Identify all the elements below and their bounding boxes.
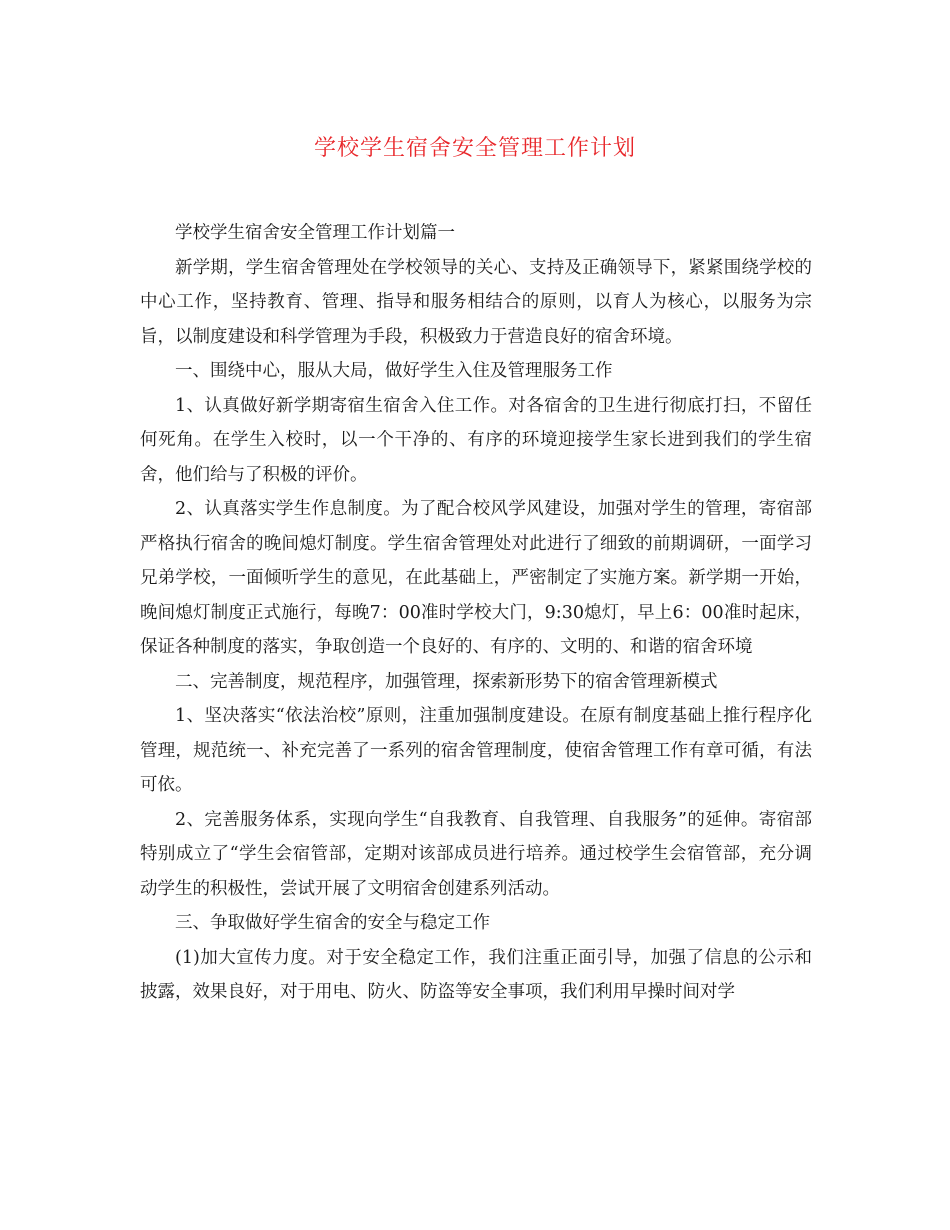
section-heading: 三、争取做好学生宿舍的安全与稳定工作 [175,913,490,933]
section-heading: 一、围绕中心，服从大局，做好学生入住及管理服务工作 [175,361,613,381]
body-paragraph: 2、完善服务体系，实现向学生“自我教育、自我管理、自我服务”的延伸。寄宿部特别成立了“学生会宿管部，定期对该部成员进行培养。通过校学生会宿管部，充分调动学生的积极性，尝试开展了文明宿舍创建系列活动。 [140,809,812,899]
document-title: 学校学生宿舍安全管理工作计划 [313,136,636,161]
body-paragraph: 1、认真做好新学期寄宿生宿舍入住工作。对各宿舍的卫生进行彻底打扫，不留任何死角。在学生入校时，以一个干净的、有序的环境迎接学生家长进到我们的学生宿舍，他们给与了积极的评价。 [140,395,812,485]
section-heading: 学校学生宿舍安全管理工作计划篇一 [175,223,455,243]
body-paragraph: 新学期，学生宿舍管理处在学校领导的关心、支持及正确领导下，紧紧围绕学校的中心工作，坚持教育、管理、指导和服务相结合的原则，以育人为核心，以服务为宗旨，以制度建设和科学管理为手段，积极致力于营造良好的宿舍环境。 [140,257,812,347]
section-heading: 二、完善制度，规范程序，加强管理，探索新形势下的宿舍管理新模式 [175,671,718,692]
body-paragraph: 2、认真落实学生作息制度。为了配合校风学风建设，加强对学生的管理，寄宿部严格执行宿舍的晚间熄灯制度。学生宿舍管理处对此进行了细致的前期调研，一面学习兄弟学校，一面倾听学生的意见，在此基础上，严密制定了实施方案。新学期一开始，晚间熄灯制度正式施行，每晚7：00准时学校大门，9:30熄灯，早上6：00准时起床，保证各种制度的落实，争取创造一个良好的、有序的、文明的、和谐的宿舍环境 [140,499,812,657]
body-paragraph: 1、坚决落实“依法治校”原则，注重加强制度建设。在原有制度基础上推行程序化管理，规范统一、补充完善了一系列的宿舍管理制度，使宿舍管理工作有章可循，有法可依。 [140,706,812,795]
body-paragraph: (1)加大宣传力度。对于安全稳定工作，我们注重正面引导，加强了信息的公示和披露，效果良好，对于用电、防火、防盗等安全事项，我们利用早操时间对学 [140,947,812,1002]
document-body [140,216,812,1010]
